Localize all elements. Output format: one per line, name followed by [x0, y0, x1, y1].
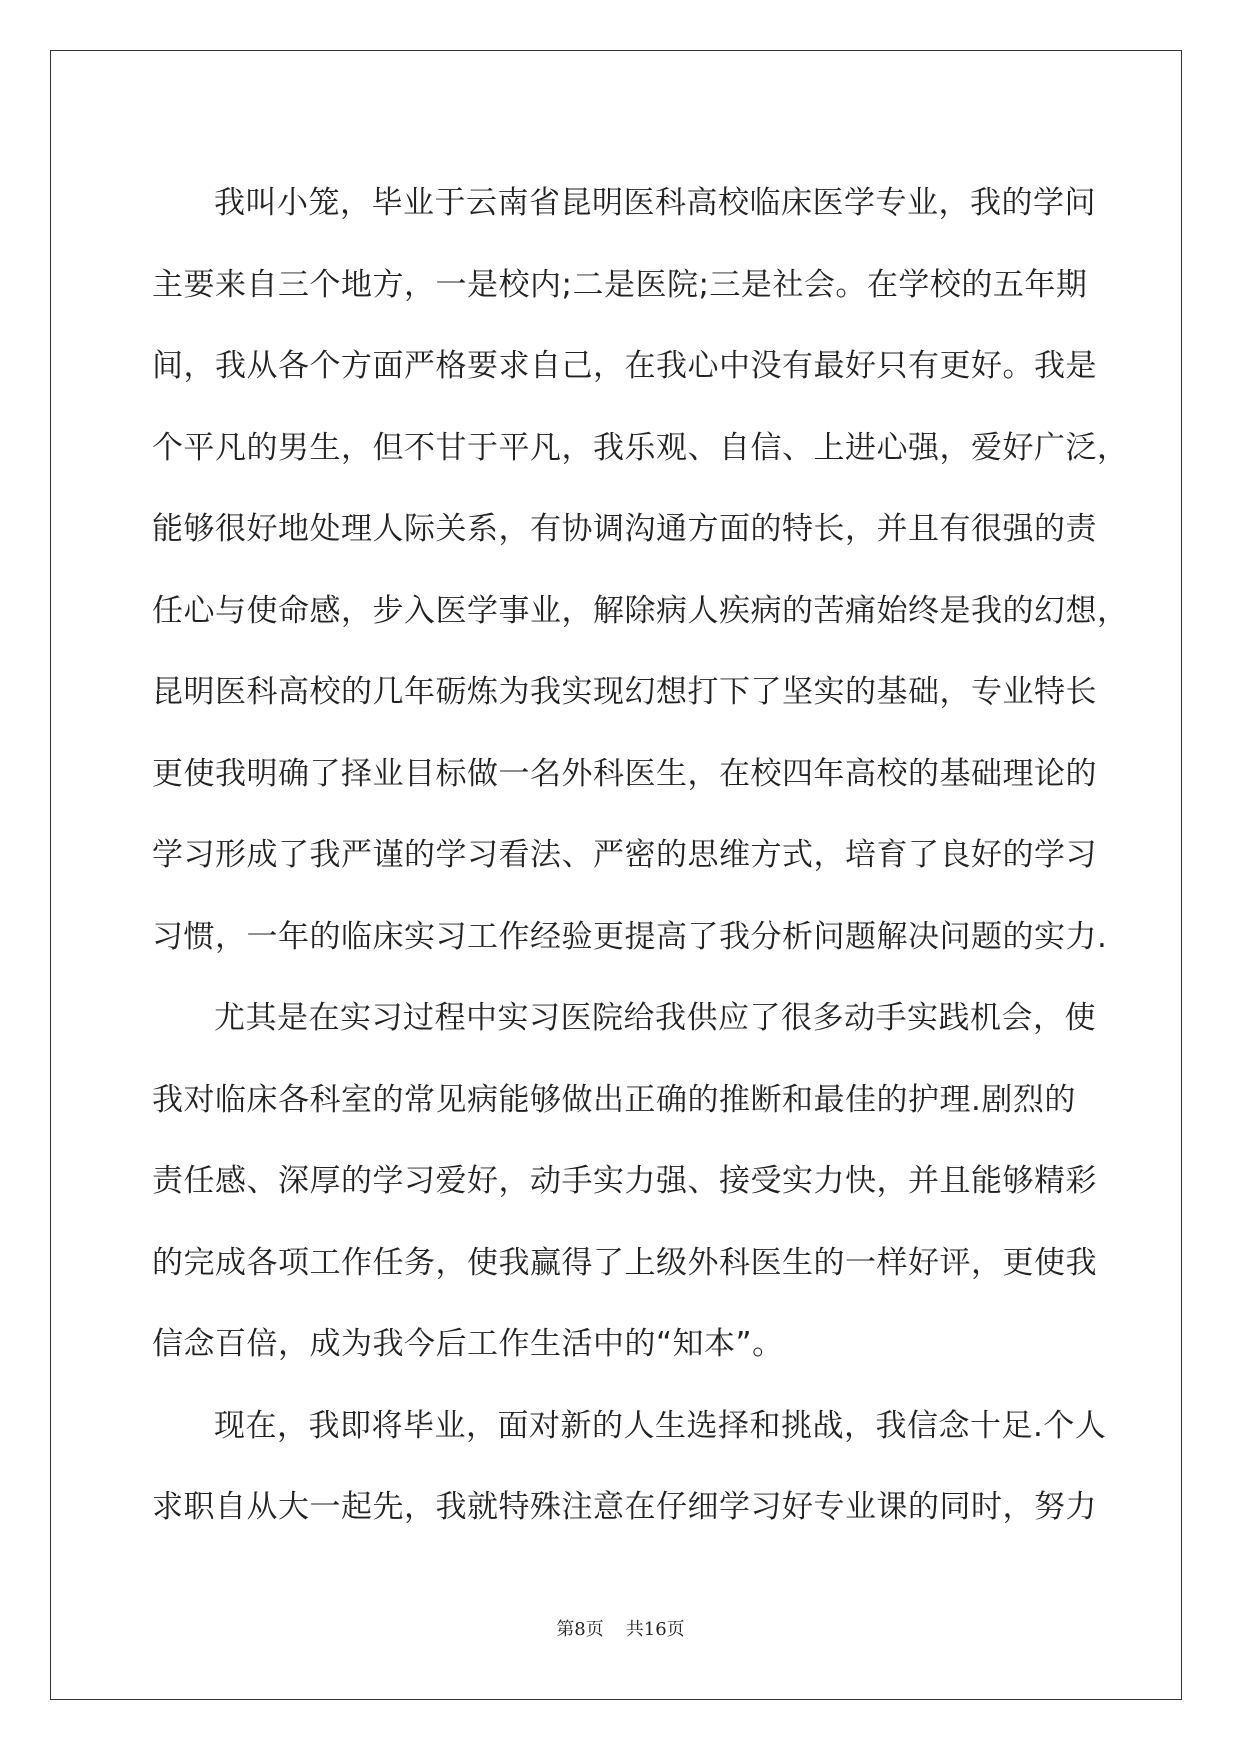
text-line: 任心与使命感，步入医学事业，解除病人疾病的苦痛始终是我的幻想，	[152, 592, 1129, 629]
page-number-current: 第8页	[556, 1619, 604, 1640]
text-line: 信念百倍，成为我今后工作生活中的“知本”。	[152, 1326, 784, 1362]
paragraph-1	[152, 163, 1129, 978]
text-line: 个平凡的男生，但不甘于平凡，我乐观、自信、上进心强，爱好广泛，	[152, 429, 1129, 466]
text-line: 尤其是在实习过程中实习医院给我供应了很多动手实践机会，使	[214, 1000, 1096, 1036]
text-line: 的完成各项工作任务，使我赢得了上级外科医生的一样好评，更使我	[152, 1244, 1097, 1281]
text-line: 昆明医科高校的几年砺炼为我实现幻想打下了坚实的基础，专业特长	[152, 674, 1097, 710]
text-line: 习惯，一年的临床实习工作经验更提高了我分析问题解决问题的实力.	[152, 918, 1108, 955]
paragraph-2	[152, 978, 1097, 1386]
text-line: 能够很好地处理人际关系，有协调沟通方面的特长，并且有很强的责	[152, 511, 1097, 547]
text-line: 求职自从大一起先，我就特殊注意在仔细学习好专业课的同时，努力	[152, 1489, 1097, 1525]
text-line: 学习形成了我严谨的学习看法、严密的思维方式，培育了良好的学习	[152, 837, 1097, 873]
text-line: 我叫小笼，毕业于云南省昆明医科高校临床医学专业，我的学问	[214, 185, 1096, 221]
text-line: 间，我从各个方面严格要求自己，在我心中没有最好只有更好。我是	[152, 348, 1097, 384]
text-line: 更使我明确了择业目标做一名外科医生，在校四年高校的基础理论的	[152, 755, 1097, 792]
text-line: 现在，我即将毕业，面对新的人生选择和挑战，我信念十足.个人	[214, 1407, 1107, 1444]
paragraph-3	[152, 1386, 1107, 1549]
document-body	[152, 163, 1129, 1549]
text-line: 我对临床各科室的常见病能够做出正确的推断和最佳的护理.剧烈的	[152, 1081, 1076, 1118]
text-line: 责任感、深厚的学习爱好，动手实力强、接受实力快，并且能够精彩	[152, 1163, 1097, 1199]
page-footer	[0, 1615, 1241, 1641]
page-number-total: 共16页	[625, 1619, 685, 1640]
text-line: 主要来自三个地方，一是校内;二是医院;三是社会。在学校的五年期	[152, 266, 1088, 303]
